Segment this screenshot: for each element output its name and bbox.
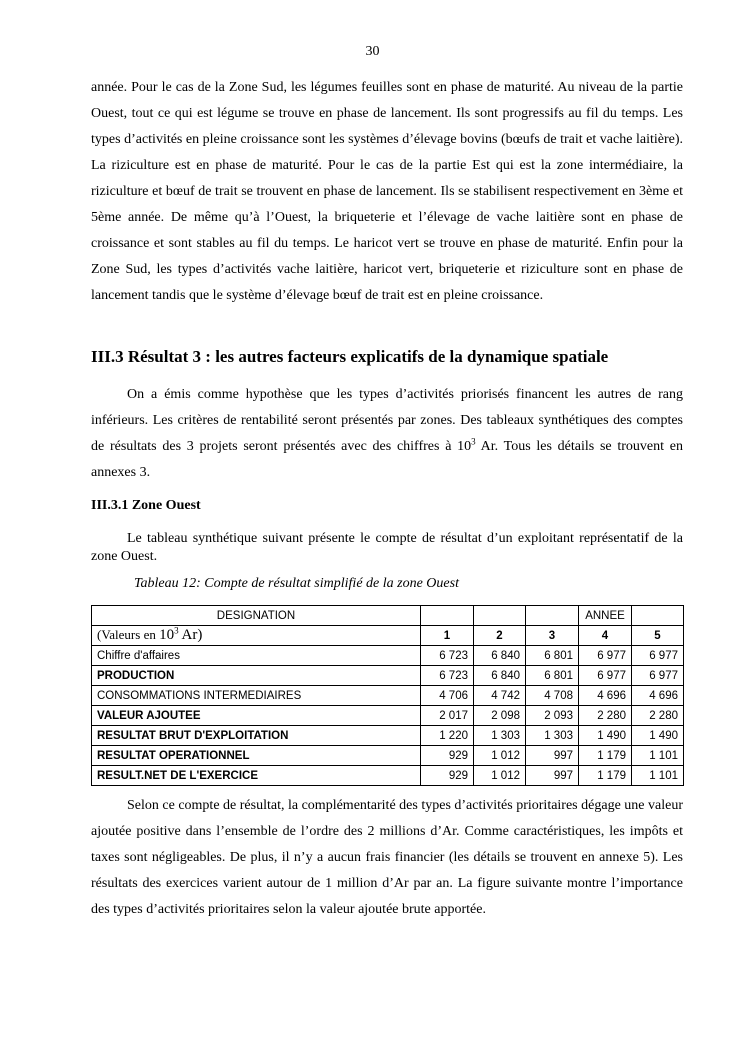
value-cell: 1 101 xyxy=(632,766,684,786)
paragraph-hypothesis-end: Ar. Tous les détails se trouvent en annexes 3. xyxy=(91,439,683,480)
year-header: 3 xyxy=(526,626,579,646)
value-cell: 4 706 xyxy=(421,686,474,706)
value-cell: 1 303 xyxy=(474,726,526,746)
value-cell: 997 xyxy=(526,766,579,786)
subsection-heading: III.3.1 Zone Ouest xyxy=(91,498,201,513)
row-label: PRODUCTION xyxy=(92,666,421,686)
value-cell: 1 101 xyxy=(632,746,684,766)
value-cell: 4 708 xyxy=(526,686,579,706)
year-header: 1 xyxy=(421,626,474,646)
unit-label xyxy=(92,626,421,646)
year-header: 2 xyxy=(474,626,526,646)
value-cell: 4 696 xyxy=(632,686,684,706)
value-cell: 1 179 xyxy=(579,766,632,786)
unit-label-prefix: (Valeurs en xyxy=(97,627,160,642)
paragraph-table-intro: Le tableau synthétique suivant présente le compte de résultat d’un exploitant représentatif de la zone Ouest. xyxy=(91,531,683,564)
value-cell: 6 801 xyxy=(526,646,579,666)
value-cell: 2 017 xyxy=(421,706,474,726)
value-cell: 6 723 xyxy=(421,646,474,666)
designation-header: DESIGNATION xyxy=(92,606,421,626)
table-years-row xyxy=(92,626,684,646)
page-number: 30 xyxy=(365,44,380,59)
table-header-row xyxy=(92,606,684,626)
paragraph-analysis: Selon ce compte de résultat, la complémentarité des types d’activités prioritaires dégage une valeur ajoutée positive dans l’ensemble de l’ordre des 2 millions d’Ar. Comme caractéristiques, les impôts et taxes sont négligeables. De plus, il n’y a aucun frais financier (les détails se trouvent en annexe 5). Les résultats des exercices varient autour de 1 million d’Ar par an. La figure suivante montre l’importance des types d’activités prioritaires selon la valeur ajoutée brute apportée. xyxy=(91,798,683,917)
empty-header-cell xyxy=(526,606,579,626)
value-cell: 929 xyxy=(421,746,474,766)
unit-base: 10 xyxy=(159,627,175,643)
row-label: VALEUR AJOUTEE xyxy=(92,706,421,726)
table-row xyxy=(92,646,684,666)
value-cell: 929 xyxy=(421,766,474,786)
row-label: RESULTAT OPERATIONNEL xyxy=(92,746,421,766)
table-row xyxy=(92,706,684,726)
table-row xyxy=(92,666,684,686)
income-statement-table xyxy=(91,605,684,786)
exponent: 3 xyxy=(471,436,476,447)
value-cell: 1 490 xyxy=(632,726,684,746)
value-cell: 6 977 xyxy=(632,646,684,666)
table-row xyxy=(92,686,684,706)
value-cell: 6 840 xyxy=(474,646,526,666)
annee-header: ANNEE xyxy=(579,606,632,626)
empty-header-cell xyxy=(632,606,684,626)
value-cell: 997 xyxy=(526,746,579,766)
value-cell: 2 098 xyxy=(474,706,526,726)
section-heading: III.3 Résultat 3 : les autres facteurs explicatifs de la dynamique spatiale xyxy=(91,347,609,366)
value-cell: 4 696 xyxy=(579,686,632,706)
paragraph-hypothesis-text: On a émis comme hypothèse que les types d’activités priorisés financent les autres de rang inférieurs. Les critères de rentabilité seront présentés par zones. Des tableaux synthétiques des comptes de résultats des 3 projets seront présentés avec des chiffres à 10 xyxy=(91,387,683,454)
value-cell: 2 093 xyxy=(526,706,579,726)
value-cell: 6 801 xyxy=(526,666,579,686)
value-cell: 6 977 xyxy=(579,666,632,686)
value-cell: 1 179 xyxy=(579,746,632,766)
year-header: 5 xyxy=(632,626,684,646)
paragraph-hypothesis xyxy=(91,382,683,486)
value-cell: 6 977 xyxy=(632,666,684,686)
row-label: CONSOMMATIONS INTERMEDIAIRES xyxy=(92,686,421,706)
year-header: 4 xyxy=(579,626,632,646)
value-cell: 2 280 xyxy=(632,706,684,726)
value-cell: 6 840 xyxy=(474,666,526,686)
value-cell: 1 490 xyxy=(579,726,632,746)
table-row xyxy=(92,746,684,766)
value-cell: 1 012 xyxy=(474,746,526,766)
value-cell: 4 742 xyxy=(474,686,526,706)
value-cell: 1 012 xyxy=(474,766,526,786)
row-label: Chiffre d'affaires xyxy=(92,646,421,666)
table-row xyxy=(92,726,684,746)
unit-label-suffix: Ar) xyxy=(178,627,203,643)
table-row xyxy=(92,766,684,786)
value-cell: 2 280 xyxy=(579,706,632,726)
row-label: RESULT.NET DE L'EXERCICE xyxy=(92,766,421,786)
row-label: RESULTAT BRUT D'EXPLOITATION xyxy=(92,726,421,746)
value-cell: 6 977 xyxy=(579,646,632,666)
value-cell: 1 220 xyxy=(421,726,474,746)
value-cell: 6 723 xyxy=(421,666,474,686)
empty-header-cell xyxy=(474,606,526,626)
empty-header-cell xyxy=(421,606,474,626)
value-cell: 1 303 xyxy=(526,726,579,746)
paragraph-phases: année. Pour le cas de la Zone Sud, les légumes feuilles sont en phase de maturité. Au niveau de la partie Ouest, tout ce qui est légume se trouve en phase de lancement. Ils sont progressifs au fil du temps. Les types d’activités en pleine croissance sont les systèmes d’élevage bovins (bœufs de trait et vache laitière). La riziculture est en phase de maturité. Pour le cas de la partie Est qui est la zone intermédiaire, la riziculture et bœuf de trait se trouvent en phase de lancement. Ils se stabilisent respectivement en 3ème et 5ème année. De même qu’à l’Ouest, la briqueterie et l’élevage de vache laitière sont en phase de croissance et sont stables au fil du temps. Le haricot vert se trouve en phase de maturité. Enfin pour la Zone Sud, les types d’activités vache laitière, haricot vert, briqueterie et riziculture sont en phase de lancement tandis que le système d’élevage bœuf de trait est en pleine croissance. xyxy=(91,80,683,303)
table-caption: Tableau 12: Compte de résultat simplifié de la zone Ouest xyxy=(134,576,459,591)
unit-exponent: 3 xyxy=(174,625,179,636)
